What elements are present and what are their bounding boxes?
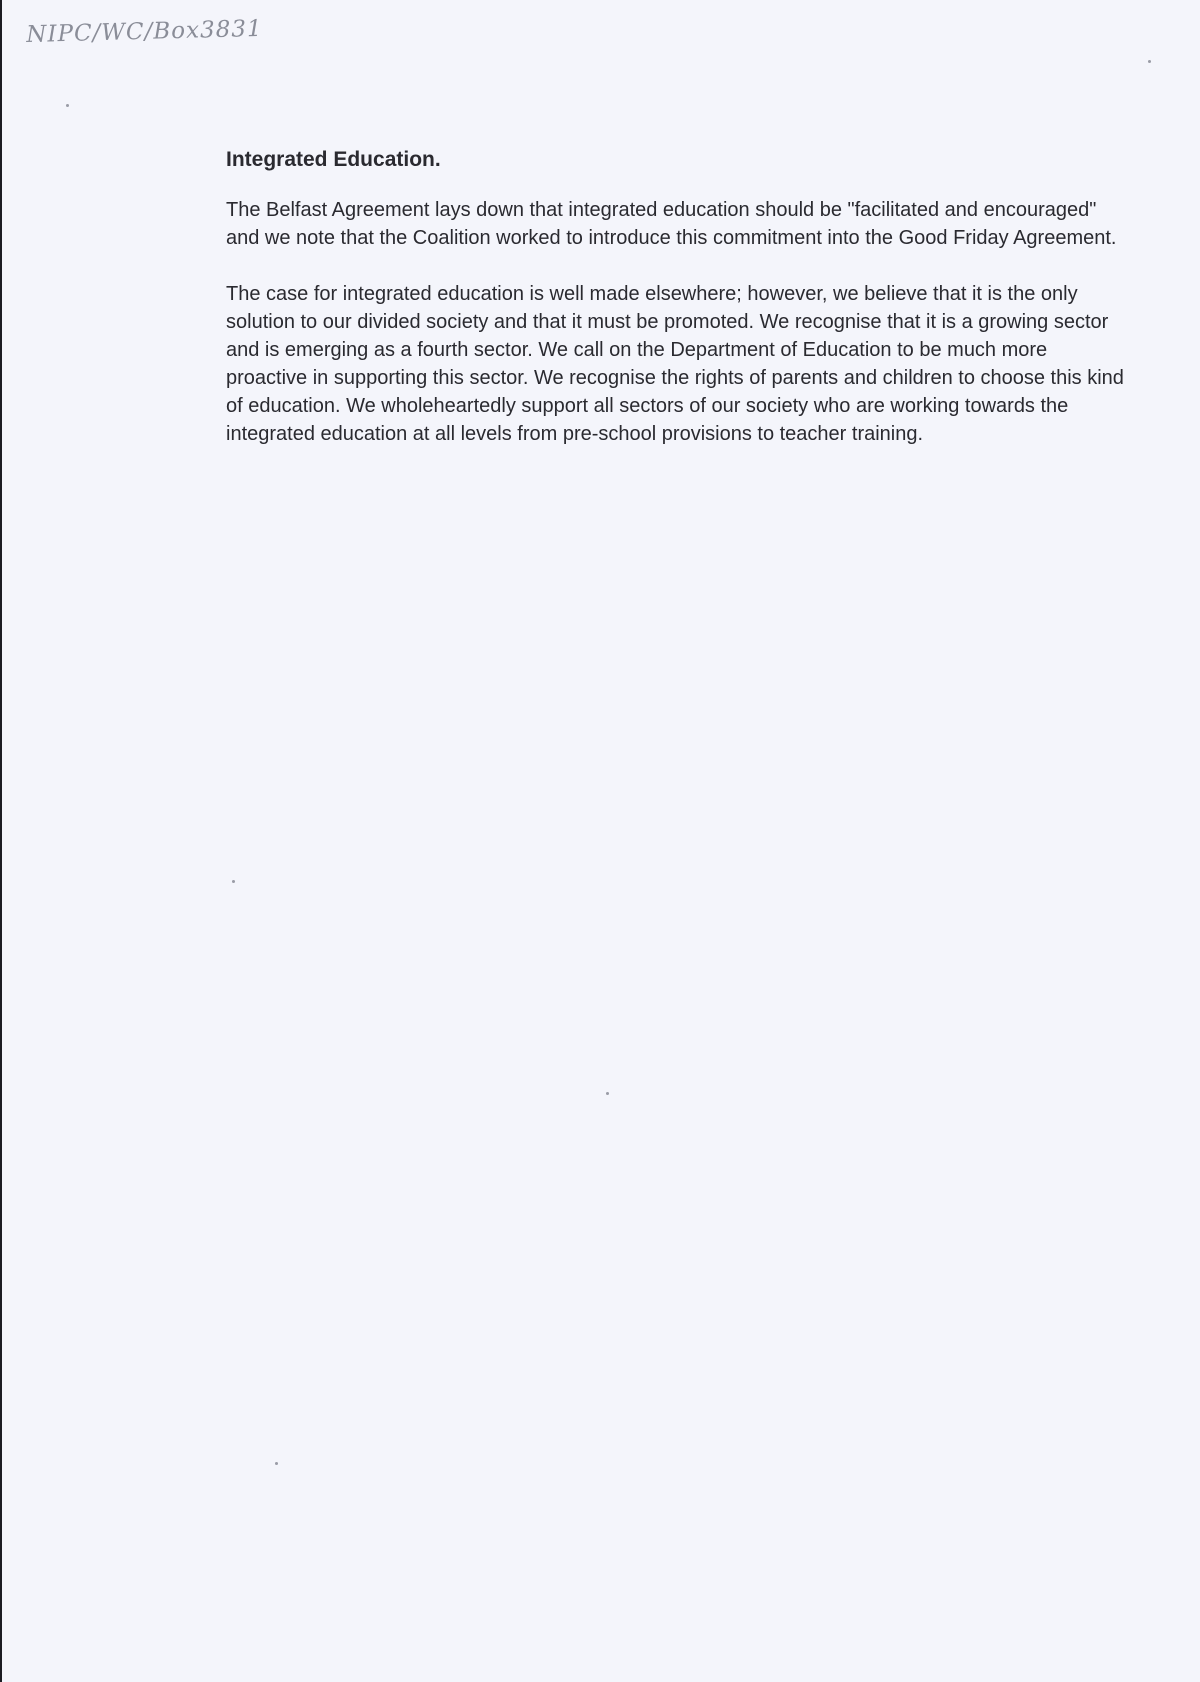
scan-speck [1148, 60, 1151, 63]
section-heading: Integrated Education. [226, 148, 441, 171]
paragraph-1: The Belfast Agreement lays down that integrated education should be "facilitated and encouraged" and we note that the Coalition worked to introduce this commitment into the Good Friday Agreement. [226, 199, 1117, 249]
document-body [226, 146, 1126, 476]
page-edge-line [0, 0, 2, 1682]
handwritten-reference: NIPC/WC/Box3831 [26, 15, 263, 48]
paragraph-2: The case for integrated education is well made elsewhere; however, we believe that it is the only solution to our divided society and that it must be promoted. We recognise that it is a growing sector and is emerging as a fourth sector. We call on the Department of Education to be much more proactive in supporting this sector. We recognise the rights of parents and children to choose this kind of education. We wholeheartedly support all sectors of our society who are working towards the integrated education at all levels from pre-school provisions to teacher training. [226, 283, 1124, 445]
scan-speck [275, 1462, 278, 1465]
scan-speck [606, 1092, 609, 1095]
scan-speck [66, 104, 69, 107]
scan-speck [232, 880, 235, 883]
